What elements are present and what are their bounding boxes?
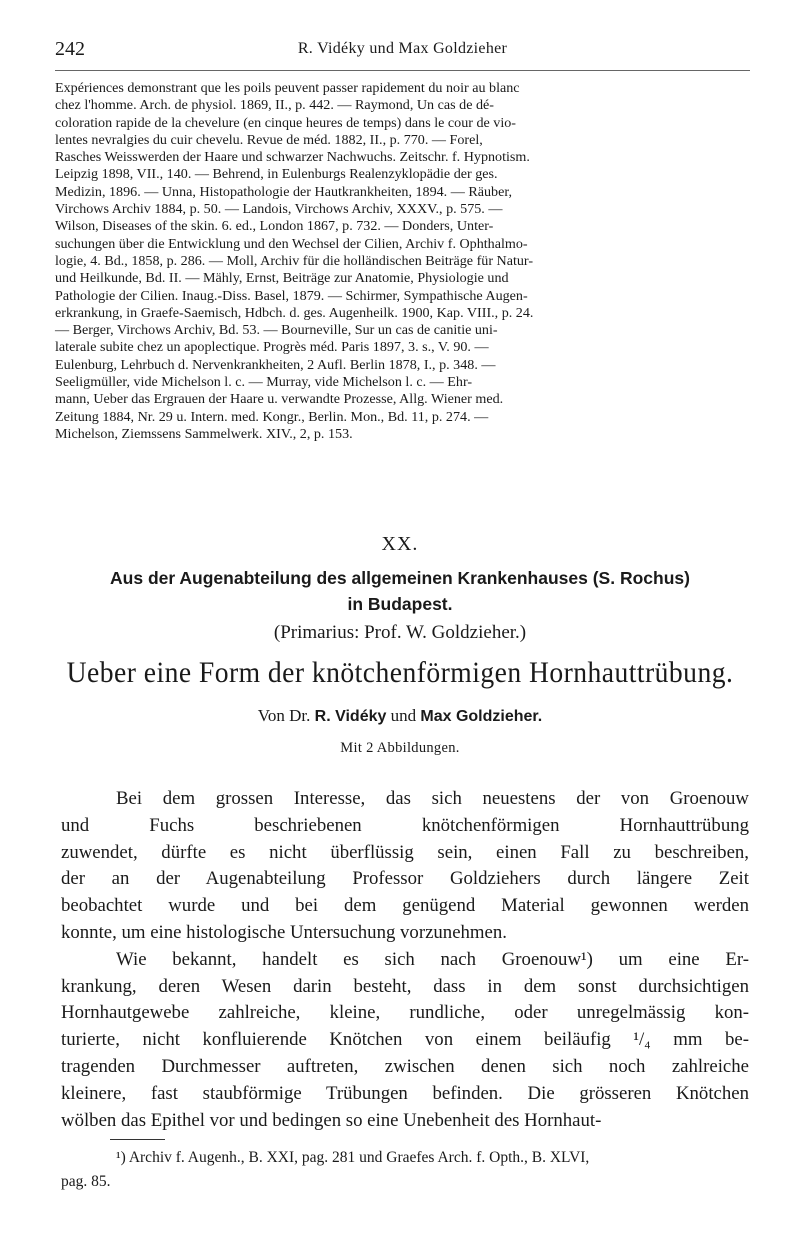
reference-line: mann, Ueber das Ergrauen der Haare u. verwandte Prozesse, Allg. Wiener med. xyxy=(55,391,504,408)
authors-prefix: Von Dr. xyxy=(257,706,311,725)
authors-and: und xyxy=(390,706,417,725)
footnote xyxy=(61,1146,749,1194)
header-rule xyxy=(55,70,750,71)
page-header xyxy=(55,38,750,66)
author-2: Max Goldzieher. xyxy=(420,708,543,725)
figures-note: Mit 2 Abbildungen. xyxy=(340,740,460,756)
reference-line: Pathologie der Cilien. Inaug.-Diss. Basel, 1879. — Schirmer, Sympathische Augen- xyxy=(55,287,528,304)
reference-line: Eulenburg, Lehrbuch d. Nervenkrankheiten, 2 Aufl. Berlin 1878, I., p. 348. — xyxy=(55,356,496,373)
reference-line: und Heilkunde, Bd. II. — Mähly, Ernst, Beiträge zur Anatomie, Physiologie und xyxy=(55,270,509,287)
reference-line: Michelson, Ziemssens Sammelwerk. XIV., 2, p. 153. xyxy=(55,425,353,442)
body-line: turierte, nicht konfluierende Knötchen von einem beiläufig ¹/₄ mm be- xyxy=(61,1029,749,1051)
reference-line: suchungen über die Entwicklung und den Wechsel der Cilien, Archiv f. Ophthalmo- xyxy=(55,235,528,252)
reference-line: Zeitung 1884, Nr. 29 u. Intern. med. Kongr., Berlin. Mon., Bd. 11, p. 274. — xyxy=(55,408,489,425)
body-line: kleinere, fast staubförmige Trübungen befinden. Die grösseren Knötchen xyxy=(61,1082,749,1104)
reference-line: Expériences demonstrant que les poils peuvent passer rapidement du noir au blanc xyxy=(55,80,520,96)
primarius-line: (Primarius: Prof. W. Goldzieher.) xyxy=(273,622,527,643)
article-body xyxy=(61,786,749,1134)
reference-line: Leipzig 1898, VII., 140. — Behrend, in Eulenburgs Realenzyklopädie der ges. xyxy=(55,166,498,183)
article-title: Ueber eine Form der knötchenförmigen Hornhauttrübung. xyxy=(66,656,734,689)
reference-line: Rasches Weisswerden der Haare und schwarzer Nachwuchs. Zeitschr. f. Hypnotism. xyxy=(55,149,530,166)
reference-line: erkrankung, in Graefe-Saemisch, Hdbch. d. ges. Augenheilk. 1900, Kap. VIII., p. 24. xyxy=(55,304,534,321)
footnote-rule xyxy=(110,1139,165,1140)
author-line xyxy=(0,706,800,726)
reference-line: chez l'homme. Arch. de physiol. 1869, II., p. 442. — Raymond, Un cas de dé- xyxy=(55,97,494,114)
body-line: beobachtet wurde und bei dem genügend Material gewonnen werden xyxy=(61,895,749,917)
body-line: Wie bekannt, handelt es sich nach Groenouw¹) um eine Er- xyxy=(116,948,749,970)
reference-line: logie, 4. Bd., 1858, p. 286. — Moll, Archiv für die holländischen Beiträge für Natur- xyxy=(55,252,534,269)
footnote-line: ¹) Archiv f. Augenh., B. XXI, pag. 281 und Graefes Arch. f. Opth., B. XLVI, xyxy=(116,1149,590,1166)
body-line: zuwendet, dürfte es nicht überflüssig sein, einen Fall zu beschreiben, xyxy=(61,841,749,863)
body-line: tragenden Durchmesser auftreten, zwischen denen sich noch zahlreiche xyxy=(61,1055,749,1077)
body-line: konnte, um eine histologische Untersuchung vorzunehmen. xyxy=(61,921,507,943)
reference-line: lentes nevralgies du cuir chevelu. Revue de méd. 1882, II., p. 770. — Forel, xyxy=(55,131,483,148)
body-line: und Fuchs beschriebenen knötchenförmigen Hornhauttrübung xyxy=(61,814,749,836)
body-line: der an der Augenabteilung Professor Goldziehers durch längere Zeit xyxy=(61,868,749,890)
footnote-line: pag. 85. xyxy=(61,1173,111,1190)
institution-line-2: in Budapest. xyxy=(347,594,453,614)
reference-line: Medizin, 1896. — Unna, Histopathologie der Hautkrankheiten, 1894. — Räuber, xyxy=(55,183,512,200)
author-1: R. Vidéky xyxy=(314,708,387,725)
running-head: R. Vidéky und Max Goldzieher xyxy=(297,40,508,57)
reference-line: Seeligmüller, vide Michelson l. c. — Murray, vide Michelson l. c. — Ehr- xyxy=(55,374,473,391)
section-number: XX. xyxy=(381,533,419,555)
reference-line: Wilson, Diseases of the skin. 6. ed., London 1867, p. 732. — Donders, Unter- xyxy=(55,218,494,235)
body-line: krankung, deren Wesen darin besteht, dass in dem sonst durchsichtigen xyxy=(61,975,749,997)
page-number: 242 xyxy=(55,38,85,60)
body-line: Bei dem grossen Interesse, das sich neuestens der von Groenouw xyxy=(116,788,749,809)
reference-line: laterale subite chez un apoplectique. Progrès méd. Paris 1897, 3. s., V. 90. — xyxy=(55,339,489,356)
institution-line-1: Aus der Augenabteilung des allgemeinen Krankenhauses (S. Rochus) xyxy=(110,568,690,588)
body-line: Hornhautgewebe zahlreiche, kleine, rundliche, oder unregelmässig kon- xyxy=(61,1002,749,1024)
body-line: wölben das Epithel vor und bedingen so eine Unebenheit des Hornhaut- xyxy=(61,1109,602,1131)
reference-line: — Berger, Virchows Archiv, Bd. 53. — Bourneville, Sur un cas de canitie uni- xyxy=(55,322,498,339)
reference-line: Virchows Archiv 1884, p. 50. — Landois, Virchows Archiv, XXXV., p. 575. — xyxy=(55,201,503,218)
reference-list xyxy=(55,80,750,443)
reference-line: coloration rapide de la chevelure (en cinque heures de temps) dans le cour de vio- xyxy=(55,114,516,131)
